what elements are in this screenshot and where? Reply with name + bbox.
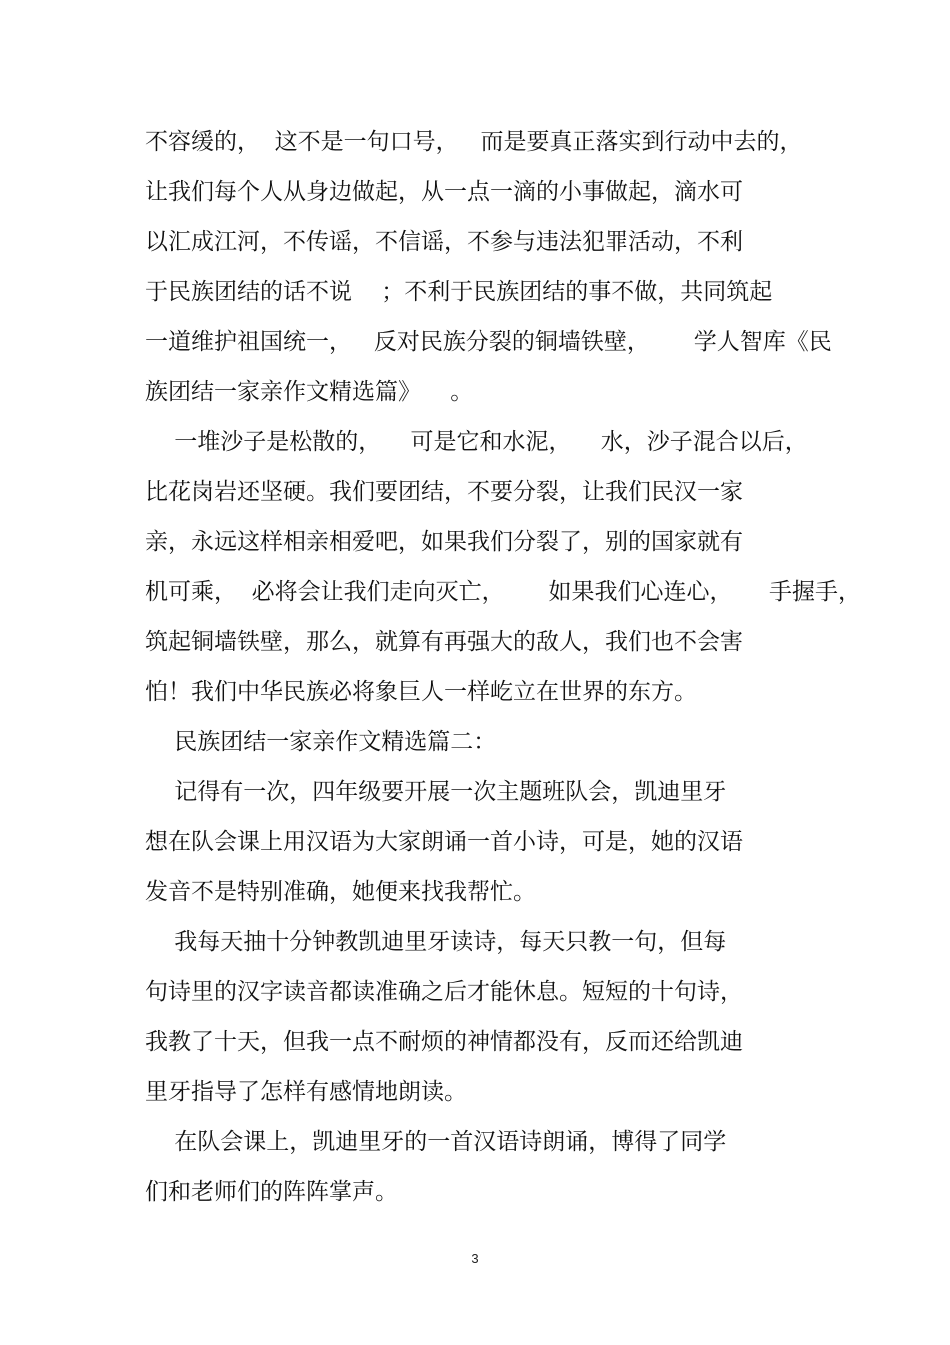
- text-line-22: 们和老师们的阵阵掌声。: [145, 1179, 398, 1205]
- text-line-1: 不容缓的， 这不是一句口号， 而是要真正落实到行动中去的，: [145, 129, 803, 155]
- text-line-17: 我每天抽十分钟教凯迪里牙读诗，每天只教一句，但每: [145, 929, 727, 955]
- text-line-21: 在队会课上，凯迪里牙的一首汉语诗朗诵，博得了同学: [145, 1129, 727, 1155]
- text-line-15: 想在队会课上用汉语为大家朗诵一首小诗，可是，她的汉语: [145, 829, 743, 855]
- text-line-9: 亲，永远这样相亲相爱吧，如果我们分裂了，别的国家就有: [145, 529, 743, 555]
- text-line-20: 里牙指导了怎样有感情地朗读。: [145, 1079, 467, 1105]
- text-line-12: 怕！我们中华民族必将象巨人一样屹立在世界的东方。: [145, 679, 697, 705]
- text-line-8: 比花岗岩还坚硬。我们要团结，不要分裂，让我们民汉一家: [145, 479, 743, 505]
- text-line-3: 以汇成江河，不传谣，不信谣，不参与违法犯罪活动，不利: [145, 229, 743, 255]
- text-line-10: 机可乘， 必将会让我们走向灭亡， 如果我们心连心， 手握手，: [145, 579, 862, 605]
- text-line-19: 我教了十天，但我一点不耐烦的神情都没有，反而还给凯迪: [145, 1029, 743, 1055]
- text-line-16: 发音不是特别准确，她便来找我帮忙。: [145, 879, 536, 905]
- text-line-7: 一堆沙子是松散的， 可是它和水泥， 水，沙子混合以后，: [145, 429, 808, 455]
- text-line-6: 族团结一家亲作文精选篇》 。: [145, 379, 474, 405]
- text-line-2: 让我们每个人从身边做起，从一点一滴的小事做起，滴水可: [145, 179, 743, 205]
- text-line-14: 记得有一次，四年级要开展一次主题班队会，凯迪里牙: [145, 779, 727, 805]
- text-line-4: 于民族团结的话不说 ；不利于民族团结的事不做，共同筑起: [145, 279, 773, 305]
- text-line-5: 一道维护祖国统一， 反对民族分裂的铜墙铁壁， 学人智库《民: [145, 329, 832, 355]
- text-line-18: 句诗里的汉字读音都读准确之后才能休息。短短的十句诗，: [145, 979, 743, 1005]
- page-number: 3: [471, 1251, 479, 1266]
- text-line-11: 筑起铜墙铁壁，那么，就算有再强大的敌人，我们也不会害: [145, 629, 743, 655]
- section-heading: 民族团结一家亲作文精选篇二：: [145, 729, 497, 755]
